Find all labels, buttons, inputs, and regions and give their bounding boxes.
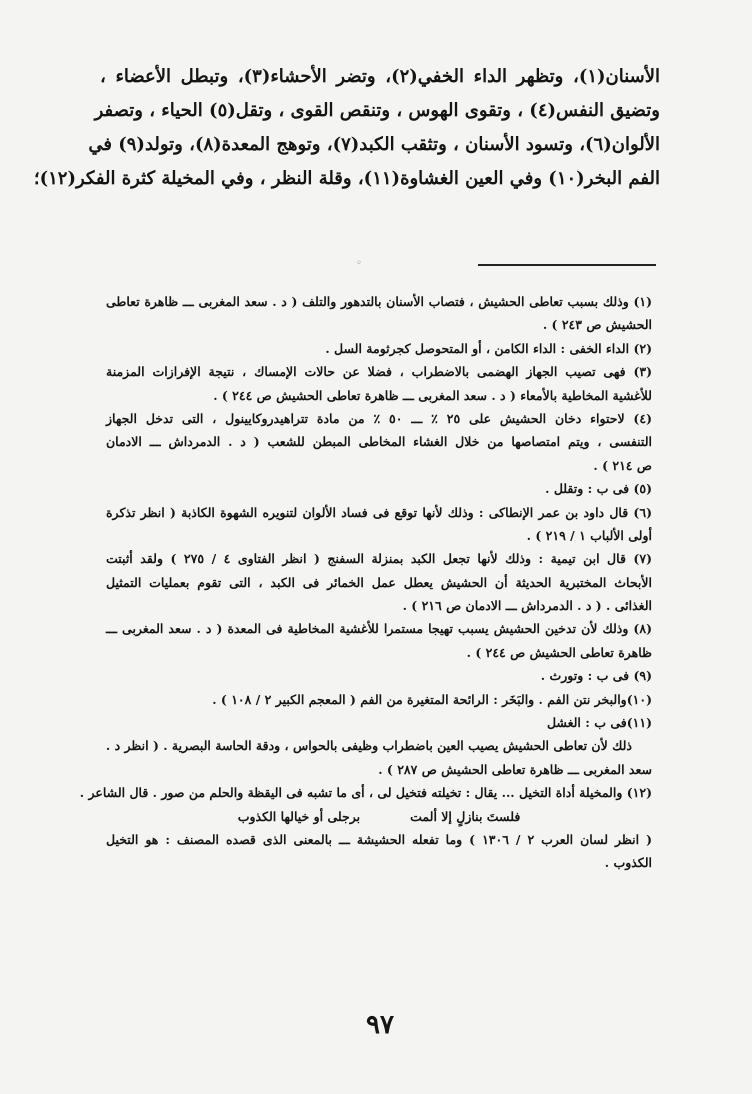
- footnote-3: [106, 360, 652, 407]
- footnote-row: ذلك لأن تعاطى الحشيش يصيب العين باضطراب وظيفى بالحواس ، ودقة الحاسة البصرية . ( انظر د .: [105, 738, 632, 754]
- footnote-1: [106, 290, 652, 337]
- footnote-row: ظاهرة تعاطى الحشيش ص ٢٤٤ ) .: [466, 644, 652, 660]
- footnote-row: (٢) الداء الخفى : الداء الكامن ، أو المتحوصل كجرثومة السل .: [325, 340, 652, 356]
- main-text: [33, 60, 661, 196]
- verse-first-hemistich: فلستَ بنازلٍ إلا ألمت: [410, 808, 521, 824]
- footnote-2: [106, 337, 652, 360]
- footnote-row: (١) وذلك بسبب تعاطى الحشيش ، فتصاب الأسنان بالتدهور والتلف ( د . سعد المغربى ـــ ظاهرة تعاطى: [106, 294, 652, 309]
- footnotes: [79, 290, 652, 875]
- footnote-row: الحشيش ص ٢٤٣ ) .: [542, 317, 652, 333]
- footnote-row: أولى الألباب ١ / ٢١٩ ) .: [526, 527, 652, 543]
- footnote-row: (٣) فهى تصيب الجهاز الهضمى بالاضطراب ، فضلا عن حالات الإمساك ، نتيجة الإفرازات المزمنة: [106, 364, 652, 380]
- footnote-row: (٩) فى ب : وتورث .: [540, 668, 652, 684]
- footnote-row: الغذائى . ( د . الدمرداش ـــ الادمان ص ٢١٦ ) .: [402, 598, 652, 614]
- footnote-row: للأغشية المخاطية بالأمعاء ( د . سعد المغربى ـــ ظاهرة تعاطى الحشيش ص ٢٤٤ ) .: [213, 387, 652, 403]
- footnote-8: [106, 617, 652, 664]
- footnote-row: ص ٢١٤ ) .: [593, 457, 652, 473]
- footnote-row: (٥) فى ب : وتقلل .: [545, 481, 652, 497]
- footnote-row: ( انظر لسان العرب ٢ / ١٣٠٦ ) وما تفعله الحشيشة ـــ بالمعنى الذى قصده المصنف : هو التخيل: [106, 831, 652, 847]
- footnote-9: [106, 664, 652, 687]
- closing-note: [106, 828, 652, 875]
- main-text-line: الفم البخر(١٠) وفي العين الغشاوة(١١)، وقلة النظر ، وفي المخيلة كثرة الفكر(١٢)؛: [33, 168, 660, 189]
- footnote-row: (١٠)والبخر نتن الفم . والبَخَر : الرائحة المتغيرة من الفم ( المعجم الكبير ٢ / ١٠٨ ) .: [212, 691, 652, 707]
- footnote-row: (٧) قال ابن تيمية : وذلك لأنها تجعل الكبد بمنزلة السفنج ( انظر الفتاوى ٤ / ٢٧٥ ) ولقد أثبتت: [106, 551, 652, 567]
- footnote-row: (٨) وذلك لأن تدخين الحشيش يسبب تهيجا مستمرا للأغشية المخاطية فى المعدة ( د . سعد المغربى ـــ: [106, 621, 652, 637]
- main-text-line: الأسنان(١)، وتظهر الداء الخفي(٢)، وتضر الأحشاء(٣)، وتبطل الأعضاء ،: [100, 66, 661, 87]
- footnote-row: (٦) قال داود بن عمر الإنطاكى : وذلك لأنها توقع فى فساد الألوان لتنويره الشهوة الكاذبة ( انظر تذكرة: [106, 504, 652, 520]
- footnote-row: الكذوب .: [604, 855, 652, 871]
- footnote-separator: [478, 264, 656, 266]
- footnote-row: الأبحاث المختبرية الحديثة أن الحشيش يعطل عمل الخمائر فى الكبد ، التى تقوم بعمليات التمثيل: [106, 574, 652, 590]
- page-number: ٩٧: [366, 1010, 394, 1040]
- print-speck: ◦: [356, 258, 362, 269]
- footnote-11: [106, 711, 652, 734]
- verse-second-hemistich: برجلى أو خيالها الكذوب: [237, 808, 361, 824]
- footnote-row: التنفسى ، ويتم امتصاصها من خلال الغشاء المخاطى المبطن للشعب ( د . الدمرداش ـــ الادمان: [106, 434, 652, 450]
- footnote-5: [106, 477, 652, 500]
- footnote-10: [106, 688, 652, 711]
- footnote-4: [106, 407, 652, 477]
- footnote-row: سعد المغربى ـــ ظاهرة تعاطى الحشيش ص ٢٨٧ ) .: [378, 761, 652, 777]
- footnote-12: [79, 781, 652, 804]
- footnote-6: [106, 501, 652, 548]
- footnote-row: (١٢) والمخيلة أداة التخيل ... يقال : تخيلته فتخيل لى ، أى ما تشبه فى اليقظة والحلم من صور . قال الشاعر .: [79, 785, 652, 801]
- footnote-row: (١١)فى ب : الغشل: [546, 715, 652, 731]
- footnote-row: (٤) لاحتواء دخان الحشيش على ٢٥ ٪ ـــ ٥٠ ٪ من مادة تتراهيدروكايينول ، التى تدخل الجهاز: [106, 410, 652, 426]
- main-text-line: وتضيق النفس(٤) ، وتقوى الهوس ، وتنقص القوى ، وتقل(٥) الحياء ، وتصفر: [94, 100, 660, 121]
- footnote-11-continued: [106, 734, 652, 781]
- poetry-verse: [106, 805, 652, 828]
- footnote-7: [106, 547, 652, 617]
- main-text-line: الألوان(٦)، وتسود الأسنان ، وتثقب الكبد(٧)، وتوهج المعدة(٨)، وتولد(٩) في: [88, 134, 660, 155]
